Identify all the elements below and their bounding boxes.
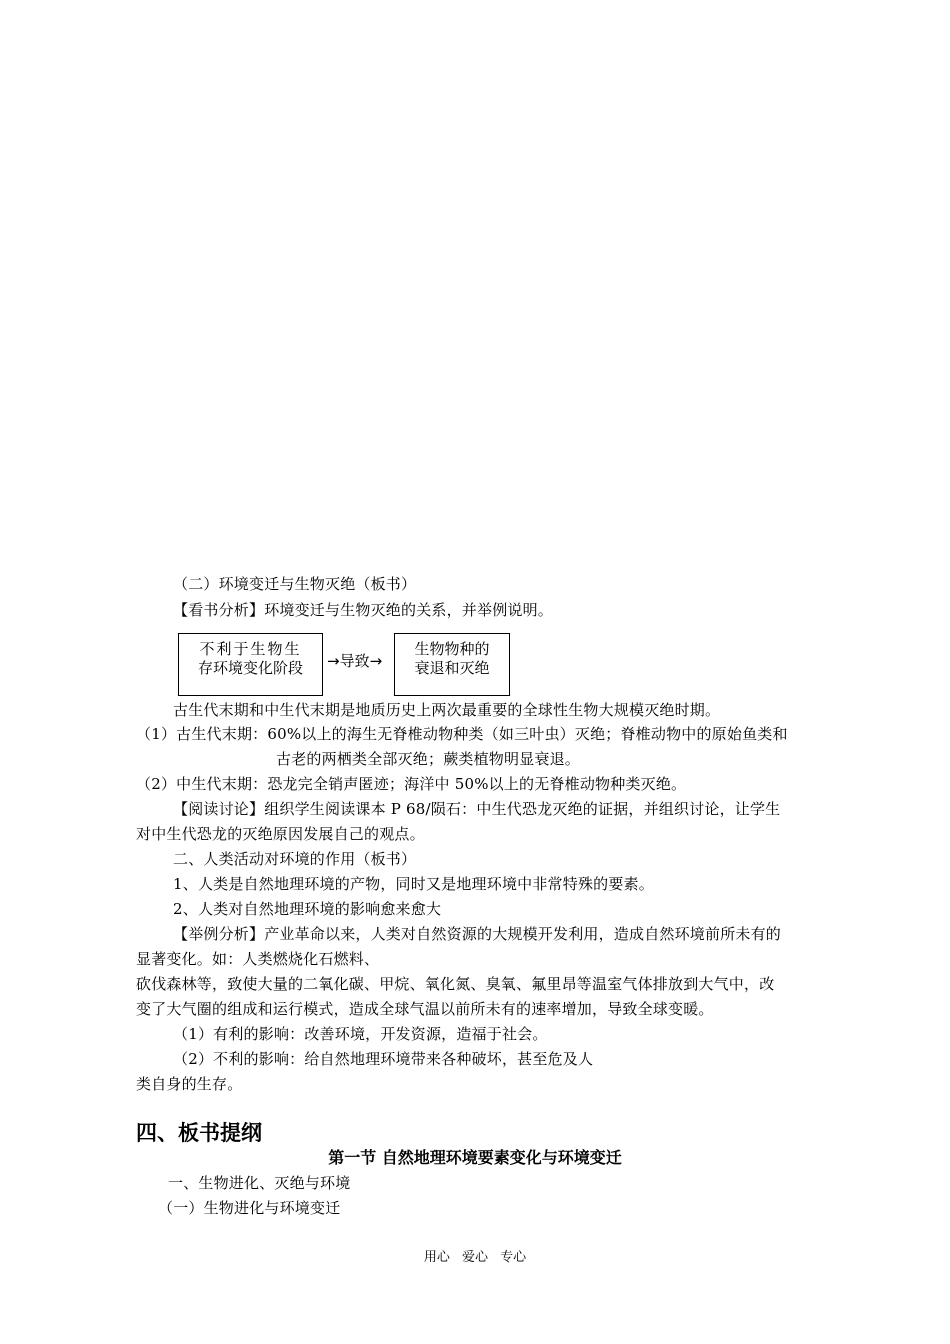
para-paleozoic-a: （1）古生代末期：60%以上的海生无脊椎动物种类（如三叶虫）灭绝；脊椎动物中的原始鱼类和 xyxy=(136,725,788,743)
read-analysis-para: 【看书分析】环境变迁与生物灭绝的关系，并举例说明。 xyxy=(173,601,554,619)
para-beneficial: （1）有利的影响：改善环境，开发资源，造福于社会。 xyxy=(173,1025,548,1043)
flow-box-cause xyxy=(178,633,323,696)
para-example-a: 【举例分析】产业革命以来，人类对自然资源的大规模开发利用，造成自然环境前所未有的 xyxy=(173,925,782,943)
para-reading-b: 对中生代恐龙的灭绝原因发展自己的观点。 xyxy=(136,825,425,843)
para-harmful-a: （2）不利的影响：给自然地理环境带来各种破坏，甚至危及人 xyxy=(173,1050,594,1068)
para-human-activity: 二、人类活动对环境的作用（板书） xyxy=(173,850,417,868)
para-mesozoic: （2）中生代末期：恐龙完全销声匿迹；海洋中 50%以上的无脊椎动物种类灭绝。 xyxy=(136,775,687,793)
flow-box-cause-line2: 存环境变化阶段 xyxy=(197,659,303,677)
flow-box-effect xyxy=(394,633,510,696)
para-example-b: 显著变化。如：人类燃烧化石燃料、 xyxy=(136,950,380,968)
flow-box-effect-line1: 生物物种的 xyxy=(414,640,490,658)
para-human-impact: 2、人类对自然地理环境的影响愈来愈大 xyxy=(173,900,442,918)
flow-box-cause-line1: 不利于生物生 xyxy=(199,640,302,658)
para-harmful-b: 类自身的生存。 xyxy=(136,1075,243,1093)
section-title: （二）环境变迁与生物灭绝（板书） xyxy=(173,575,417,593)
flow-arrow: →导致→ xyxy=(327,652,383,670)
heading-board-outline: 四、板书提纲 xyxy=(136,1121,262,1145)
para-human-product: 1、人类是自然地理环境的产物，同时又是地理环境中非常特殊的要素。 xyxy=(173,875,654,893)
page-footer: 用心 爱心 专心 xyxy=(423,1250,527,1265)
para-paleozoic-b: 古老的两栖类全部灭绝；蕨类植物明显衰退。 xyxy=(276,750,581,768)
para-extinction-periods: 古生代末期和中生代末期是地质历史上两次最重要的全球性生物大规模灭绝时期。 xyxy=(173,701,721,719)
outline-title: 第一节 自然地理环境要素变化与环境变迁 xyxy=(328,1148,622,1167)
para-example-c: 砍伐森林等，致使大量的二氧化碳、甲烷、氧化氮、臭氧、氟里昂等温室气体排放到大气中，改 xyxy=(136,975,775,993)
outline-item-1: 一、生物进化、灭绝与环境 xyxy=(168,1174,351,1192)
flow-box-effect-line2: 衰退和灭绝 xyxy=(414,659,490,677)
outline-item-2: （一）生物进化与环境变迁 xyxy=(158,1199,341,1217)
para-example-d: 变了大气圈的组成和运行模式，造成全球气温以前所未有的速率增加，导致全球变暖。 xyxy=(136,1000,714,1018)
para-reading-a: 【阅读讨论】组织学生阅读课本 P 68/陨石：中生代恐龙灭绝的证据，并组织讨论，让学生 xyxy=(173,800,781,818)
